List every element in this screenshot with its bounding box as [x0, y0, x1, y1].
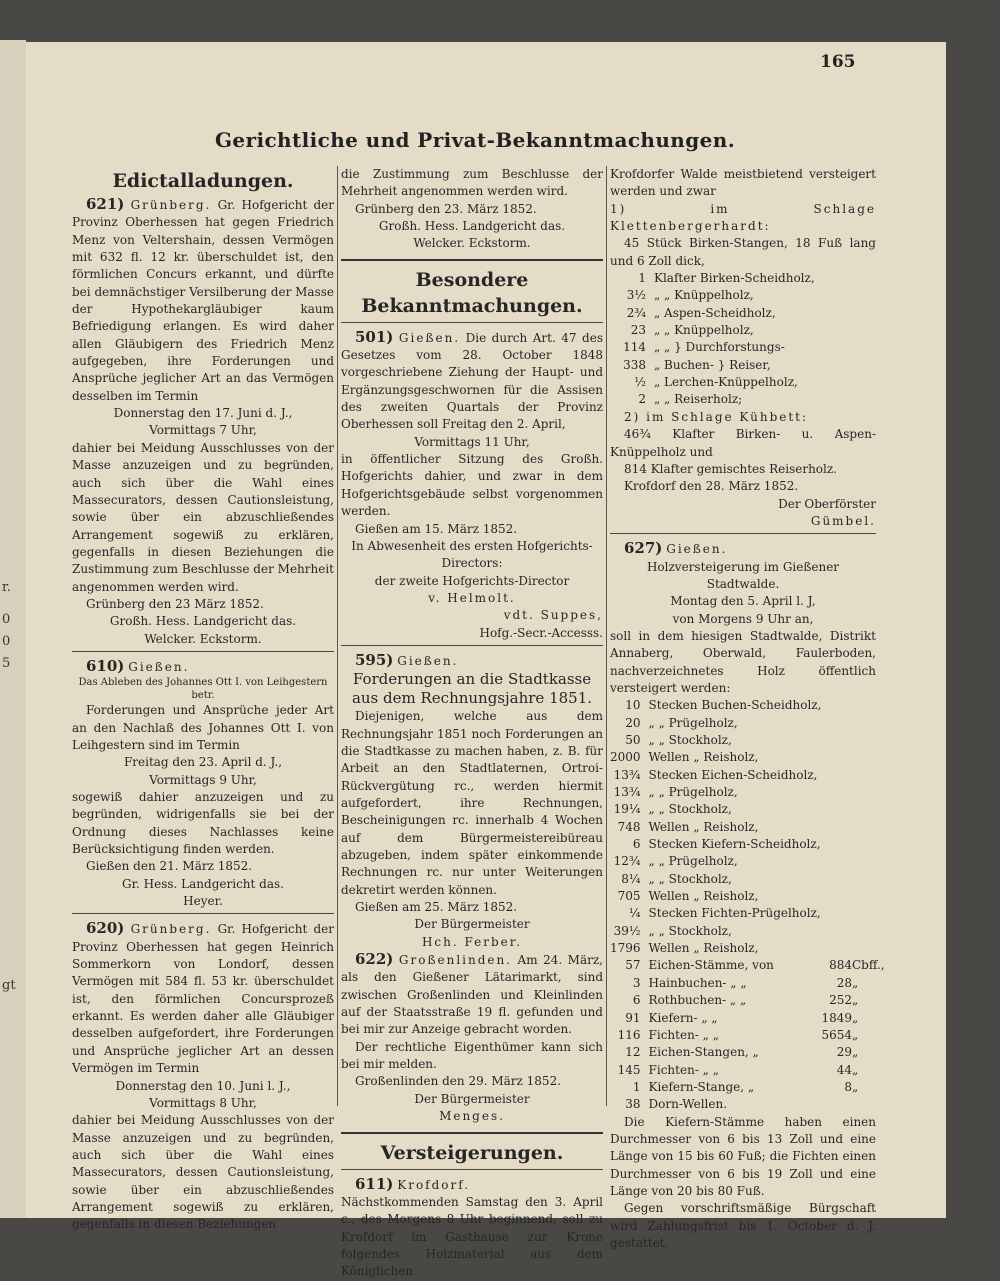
item-text: Fichten- „ „ [648, 1062, 719, 1077]
notice-place: Krofdorf. [397, 1177, 471, 1192]
notice-595 [341, 652, 603, 951]
notice-body: Forderungen und Ansprüche jeder Art an den Nachlaß des Johannes Ott I. von Leihgestern sind im Termin [72, 703, 334, 752]
column-divider [606, 166, 607, 1106]
quantity: 8¼ [621, 871, 641, 886]
cubic-feet [821, 888, 852, 905]
quantity: 2 [638, 392, 646, 407]
notice-court: Großh. Hess. Landgericht das. [109, 614, 297, 629]
margin-fragment: gt [2, 978, 16, 993]
list-item [610, 801, 885, 818]
notice-time: Vormittags 11 Uhr, [414, 434, 530, 449]
list-item [610, 357, 876, 374]
unit: „ [851, 1062, 859, 1077]
signature-line: Der Bürgermeister [414, 1091, 530, 1106]
item-text: Hainbuchen- „ „ [648, 975, 747, 990]
unit [852, 819, 885, 836]
quantity: 12¾ [613, 854, 641, 869]
page-number: 165 [820, 52, 856, 72]
list-item [610, 697, 885, 714]
cubic-feet [821, 871, 852, 888]
item-text: Kiefern- „ „ [648, 1010, 718, 1025]
cubic-feet [821, 819, 852, 836]
notice-body: dahier bei Meidung Ausschlusses von der Masse anzuzeigen und zu begründen, auch sich über die Wahl eines Massecurators, dessen Cautionsleistung, sowie über ein abzuschließendes Arrangement sogewiß zu erklären, gegenfalls in diesen Beziehungen [72, 1113, 334, 1232]
previous-page-edge [0, 40, 26, 1218]
notice-date: Donnerstag den 10. Juni l. J., [115, 1078, 291, 1093]
notice-place-date: Grünberg den 23 März 1852. [86, 596, 264, 611]
cubic-feet: 5654 [821, 1027, 852, 1042]
notice-number: 621) [86, 195, 125, 213]
divider [610, 533, 876, 534]
item-text: Eichen-Stangen, „ [648, 1045, 759, 1060]
lot-heading: 1) im Schlage Klettenbergerhardt: [610, 201, 876, 234]
notice-number: 611) [355, 1174, 394, 1193]
page-header: Gerichtliche und Privat-Bekanntmachungen. [214, 128, 736, 152]
notice-body: Diejenigen, welche aus dem Rechnungsjahr 1851 noch Forderungen an die Stadtkasse zu machen haben, z. B. für Arbeit an den Stadtlaternen, Ortroi-Rückvergütung rc., werden hiermit aufgefordert, ihre Rechnungen, Bescheinigungen rc. innerhalb 4 Wochen auf dem Bürgermeistereibüreau abzugeben, indem später einkommende Rechnungen rc. nur unter Weiterungen dekretirt werden können. [341, 709, 603, 897]
notice-622 [341, 951, 603, 1125]
quantity: 13¾ [613, 785, 641, 800]
item-text: „ „ Knüppelholz, [654, 323, 754, 338]
cubic-feet: 8 [844, 1079, 852, 1094]
list-item [610, 905, 885, 922]
cubic-feet: 252 [829, 993, 852, 1008]
notice-date: Donnerstag den 17. Juni d. J., [113, 406, 293, 421]
item-text: Wellen „ Reisholz, [648, 889, 759, 904]
unit [852, 715, 885, 732]
notice-501 [341, 329, 603, 642]
continued-text: die Zustimmung zum Beschlusse der Mehrheit angenommen werden wird. [341, 167, 603, 199]
cubic-feet: 1849 [821, 1010, 852, 1025]
item-text: Stecken Fichten-Prügelholz, [648, 906, 821, 921]
cubic-feet [821, 784, 852, 801]
notice-number: 501) [355, 327, 394, 346]
quantity: 23 [630, 323, 646, 338]
divider [341, 322, 603, 323]
notice-body: Gegen vorschriftsmäßige Bürgschaft wird Zahlungsfrist bis 1. October d. J. gestattet. [610, 1201, 876, 1250]
item-text: „ „ Stockholz, [648, 871, 732, 886]
notice-time: Vormittags 7 Uhr, [149, 423, 257, 438]
notice-court: Gr. Hess. Landgericht das. [122, 876, 284, 891]
notice-time: von Morgens 9 Uhr an, [672, 611, 814, 626]
wood-list [610, 270, 876, 409]
notice-627 [610, 539, 885, 1252]
quantity: 705 [617, 889, 641, 904]
list-item [610, 1027, 885, 1044]
list-item [610, 940, 885, 957]
quantity: 91 [625, 1010, 641, 1025]
unit: „ [851, 993, 859, 1008]
notice-body: Am 24. März, als den Gießener Lätarimarkt, sind zwischen Großenlinden und Kleinlinden auf der Staatsstraße 19 fl. gefunden und bei mir zur Anzeige gebracht worden. [341, 953, 603, 1037]
section-title: Versteigerungen. [380, 1141, 564, 1164]
notice-place: Grünberg. [130, 922, 212, 937]
quantity: 1 [632, 1079, 641, 1094]
notice-number: 622) [355, 950, 394, 969]
notice-date: Freitag den 23. April d. J., [123, 755, 283, 770]
cubic-feet [821, 715, 852, 732]
list-item [610, 287, 876, 304]
item-text: Fichten- „ „ [648, 1027, 719, 1042]
list-item [610, 992, 885, 1009]
notice-signatures: Welcker. Eckstorm. [413, 236, 531, 251]
item-text: Wellen „ Reisholz, [648, 750, 759, 765]
cubic-feet [821, 801, 852, 818]
notice-title: Forderungen an die Stadtkasse aus dem Rechnungsjahre 1851. [351, 670, 593, 708]
column-3 [610, 166, 885, 1250]
quantity: 38 [625, 1097, 641, 1112]
quantity: 2¾ [626, 305, 646, 320]
lot-heading: 2) im Schlage Kühbett: [624, 409, 809, 424]
item-text: „ „ Prügelholz, [648, 785, 738, 800]
item-text: Wellen „ Reisholz, [648, 941, 759, 956]
notice-time: Vormittags 9 Uhr, [149, 772, 257, 787]
notice-place: Gießen. [128, 659, 190, 674]
cubic-feet [821, 836, 852, 853]
quantity: 3 [632, 975, 641, 990]
quantity: ¼ [628, 906, 641, 921]
notice-place: Gießen. [398, 330, 461, 345]
notice-signatures: Welcker. Eckstorm. [144, 631, 262, 646]
notice-place-date: Grünberg den 23. März 1852. [355, 201, 537, 216]
notice-body: soll in dem hiesigen Stadtwalde, Distrikt Annaberg, Oberwald, Faulerboden, nachverzeichnetes Holz öffentlich versteigert werden: [610, 628, 876, 695]
item-text: „ „ Stockholz, [648, 802, 732, 817]
margin-fragment: r. [2, 580, 11, 595]
list-item [610, 888, 885, 905]
item-text: Eichen-Stämme, von [648, 958, 774, 973]
list-item [610, 715, 885, 732]
unit: „ [851, 1010, 859, 1025]
item-text: „ „ Stockholz, [648, 923, 732, 938]
notice-place-date: Großenlinden den 29. März 1852. [355, 1074, 562, 1089]
list-item [610, 923, 885, 940]
item-text: „ Aspen-Scheidholz, [654, 305, 776, 320]
quantity: 57 [625, 958, 641, 973]
notice-place: Gießen. [397, 653, 459, 668]
list-item [610, 767, 885, 784]
notice-signatures: Heyer. [183, 894, 223, 909]
column-2 [341, 166, 603, 1279]
quantity: 748 [617, 819, 641, 834]
quantity: 338 [623, 357, 646, 372]
unit [852, 905, 885, 922]
notice-place: Grünberg. [130, 198, 212, 212]
section-title: Edictalladungen. [112, 170, 294, 192]
cubic-feet: 44 [836, 1062, 852, 1077]
notice-place: Gießen. [666, 542, 728, 557]
notice-number: 595) [355, 650, 394, 669]
list-item: 45 Stück Birken-Stangen, 18 Fuß lang und 6 Zoll dick, [610, 236, 876, 268]
unit [852, 871, 885, 888]
continued-text: Krofdorfer Walde meistbietend versteigert werden und zwar [610, 167, 876, 199]
item-text: „ Buchen- } Reiser, [654, 357, 771, 372]
notice-620 [72, 920, 334, 1233]
item-text: Rothbuchen- „ „ [648, 993, 747, 1008]
wood-list [610, 697, 885, 1113]
item-text: Kiefern-Stange, „ [648, 1079, 755, 1094]
cubic-feet [821, 853, 852, 870]
quantity: 39½ [613, 923, 641, 938]
notice-body: dahier bei Meidung Ausschlusses von der Masse anzuzeigen und zu begründen, auch sich über die Wahl eines Massecurators, dessen Cautionsleistung, sowie über ein abzuschließendes Arrangement sogewiß zu erklären, gegenfalls in diesen Beziehungen die Zustimmung zum Beschlusse der Mehrheit angenommen werden wird. [72, 440, 334, 594]
column-divider [337, 166, 338, 1106]
unit [852, 853, 885, 870]
item-text: „ Lerchen-Knüppelholz, [654, 375, 798, 390]
notice-body: Die Kiefern-Stämme haben einen Durchmesser von 6 bis 13 Zoll und eine Länge von 15 bis 60 Fuß; die Fichten einen Durchmesser von 6 bis 19 Zoll und eine Länge von 20 bis 80 Fuß. [610, 1114, 876, 1198]
item-text: Stecken Kiefern-Scheidholz, [648, 837, 821, 852]
margin-fragment: 0 [2, 612, 11, 627]
signature-line: Der Bürgermeister [414, 917, 530, 932]
notice-body: in öffentlicher Sitzung des Großh. Hofgerichts dahier, und zwar in dem Hofgerichtsgebäude selbst vorgenommen werden. [341, 452, 603, 519]
item-text: Klafter Birken-Scheidholz, [654, 271, 815, 286]
notice-610 [72, 658, 334, 910]
notice-number: 627) [624, 539, 663, 558]
item-text: „ „ Knüppelholz, [654, 288, 754, 303]
list-item [610, 784, 885, 801]
list-item [610, 339, 876, 356]
item-text: „ „ Prügelholz, [648, 715, 738, 730]
unit [852, 888, 885, 905]
unit [852, 784, 885, 801]
list-item [610, 270, 876, 287]
quantity: 1796 [610, 941, 641, 956]
unit: „ [851, 1045, 859, 1060]
list-item [610, 391, 876, 408]
unit: Cbff., [851, 958, 885, 973]
divider [72, 651, 334, 652]
signature-line: Hofg.-Secr.-Accesss. [479, 625, 603, 640]
cubic-feet: 29 [836, 1045, 852, 1060]
list-item [610, 1079, 885, 1096]
notice-body: Der rechtliche Eigenthümer kann sich bei mir melden. [341, 1039, 603, 1072]
quantity: ½ [634, 375, 646, 390]
notice-body: Gr. Hofgericht der Provinz Oberhessen hat gegen Friedrich Menz von Veltershain, dessen Vermögen mit 632 fl. 12 kr. überschuldet ist, den förmlichen Concurs erkannt, und dürfte bei demnächstiger Versilberung der Masse der Hypothekargläubiger kaum Befriedigung erlangen. Es wird daher allen Gläubigern des Friedrich Menz aufgegeben, ihre Forderungen und Ansprüche jeglicher Art an das Vermögen desselben im Termin [72, 198, 334, 403]
divider [72, 913, 334, 914]
list-item [610, 853, 885, 870]
signature-name: v. Helmolt. [428, 590, 516, 605]
quantity: 10 [625, 698, 641, 713]
list-item [610, 322, 876, 339]
notice-number: 620) [86, 919, 125, 938]
quantity: 3½ [626, 288, 646, 303]
item-text: „ „ Reiserholz; [654, 392, 743, 407]
quantity: 116 [617, 1027, 641, 1042]
unit [852, 732, 885, 749]
quantity: 2000 [610, 750, 641, 765]
cubic-feet [821, 905, 852, 922]
item-text: Dorn-Wellen. [648, 1097, 728, 1112]
unit [852, 801, 885, 818]
notice-621 [72, 196, 334, 648]
divider [341, 645, 603, 646]
quantity: 13¾ [613, 767, 641, 782]
list-item [610, 1010, 885, 1027]
unit [852, 923, 885, 940]
signature-line: In Abwesenheit des ersten Hofgerichts-Directors: [351, 538, 593, 571]
cubic-feet [821, 1096, 852, 1113]
notice-body: sogewiß dahier anzuzeigen und zu begründen, widrigenfalls sie bei der Ordnung dieses Nachlasses keine Berücksichtigung finden werden. [72, 790, 334, 857]
unit: „ [851, 975, 859, 990]
list-item [610, 732, 885, 749]
unit [852, 767, 885, 784]
divider [341, 1169, 603, 1170]
quantity: 6 [632, 993, 641, 1008]
quantity: 145 [617, 1062, 641, 1077]
signature-name: Hch. Ferber. [421, 934, 523, 949]
notice-place-date: Krofdorf den 28. März 1852. [624, 479, 799, 494]
unit: „ [851, 1079, 859, 1094]
notice-body: Gr. Hofgericht der Provinz Oberhessen hat gegen Heinrich Sommerkorn von Londorf, dessen Vermögen mit 584 fl. 53 kr. überschuldet ist, den förmlichen Concursprozeß erkannt. Es werden daher alle Gläubiger desselben aufgefordert, ihre Forderungen und Ansprüche jeglicher Art an dessen Vermögen im Termin [72, 922, 334, 1076]
notice-date: Montag den 5. April l. J, [670, 594, 816, 609]
item-text: Stecken Buchen-Scheidholz, [648, 698, 822, 713]
notice-place-date: Gießen den 21. März 1852. [86, 859, 253, 874]
notice-subtitle: Das Ableben des Johannes Ott I. von Leihgestern betr. [78, 677, 328, 702]
notice-court: Großh. Hess. Landgericht das. [378, 219, 566, 234]
cubic-feet: 884 [829, 958, 852, 973]
unit [852, 836, 885, 853]
list-item [610, 374, 876, 391]
cubic-feet [821, 767, 852, 784]
list-item [610, 1062, 885, 1079]
signature-name: Gümbel. [810, 513, 876, 528]
list-item [610, 836, 885, 853]
quantity: 20 [625, 715, 641, 730]
list-item [610, 957, 885, 974]
quantity: 6 [632, 837, 641, 852]
section-title: Besondere Bekanntmachungen. [361, 268, 583, 317]
list-item [610, 1044, 885, 1061]
list-item [610, 749, 885, 766]
notice-number: 610) [86, 656, 125, 675]
column-1 [72, 166, 334, 1232]
cubic-feet [821, 749, 852, 766]
quantity: 50 [625, 733, 641, 747]
quantity: 114 [623, 340, 646, 355]
unit [852, 697, 885, 714]
quantity: 1 [638, 271, 646, 286]
unit: „ [851, 1027, 859, 1042]
notice-place-date: Gießen am 15. März 1852. [355, 521, 518, 536]
margin-fragment: 5 [2, 656, 11, 671]
list-item: 814 Klafter gemischtes Reiserholz. [624, 461, 837, 476]
cubic-feet: 28 [836, 975, 852, 990]
margin-fragment: 0 [2, 634, 11, 649]
list-item [610, 871, 885, 888]
item-text: „ „ Prügelholz, [648, 854, 738, 869]
list-item [610, 975, 885, 992]
notice-place-date: Gießen am 25. März 1852. [355, 900, 518, 915]
notice-time: Vormittags 8 Uhr, [149, 1095, 257, 1110]
section-divider [341, 1132, 603, 1134]
notice-body: Die durch Art. 47 des Gesetzes vom 28. October 1848 vorgeschriebene Ziehung der Haupt- und Ergänzungsgeschwornen für die Assisen des zweiten Quartals der Provinz Oberhessen soll Freitag den 2. April, [341, 330, 603, 432]
list-item [610, 305, 876, 322]
signature-line: Der Oberförster [778, 496, 876, 511]
item-text: „ „ } Durchforstungs- [654, 340, 785, 355]
item-text: „ „ Stockholz, [648, 733, 732, 747]
cubic-feet [821, 940, 852, 957]
list-item: 46¾ Klafter Birken- u. Aspen-Knüppelholz und [610, 427, 876, 459]
cubic-feet [821, 923, 852, 940]
cubic-feet [821, 732, 852, 749]
unit [852, 749, 885, 766]
notice-body: Nächstkommenden Samstag den 3. April c., des Morgens 8 Uhr beginnend, soll zu Krofdorf im Gasthause zur Krone folgendes Holzmaterial aus dem Königlichen [341, 1194, 603, 1279]
signature-line: vdt. Suppes, [503, 608, 603, 623]
signature-line: der zweite Hofgerichts-Director [374, 573, 570, 588]
quantity: 19¼ [613, 802, 641, 817]
notice-611 [341, 1176, 603, 1281]
list-item [610, 819, 885, 836]
unit [852, 1096, 885, 1113]
cubic-feet [821, 697, 852, 714]
notice-title: Holzversteigerung im Gießener Stadtwalde. [646, 559, 840, 591]
item-text: Stecken Eichen-Scheidholz, [648, 767, 818, 782]
list-item [610, 1096, 885, 1113]
notice-place: Großenlinden. [398, 953, 513, 968]
section-divider [341, 259, 603, 261]
signature-name: Menges. [439, 1109, 505, 1124]
quantity: 12 [625, 1045, 641, 1060]
item-text: Wellen „ Reisholz, [648, 819, 759, 834]
unit [852, 940, 885, 957]
